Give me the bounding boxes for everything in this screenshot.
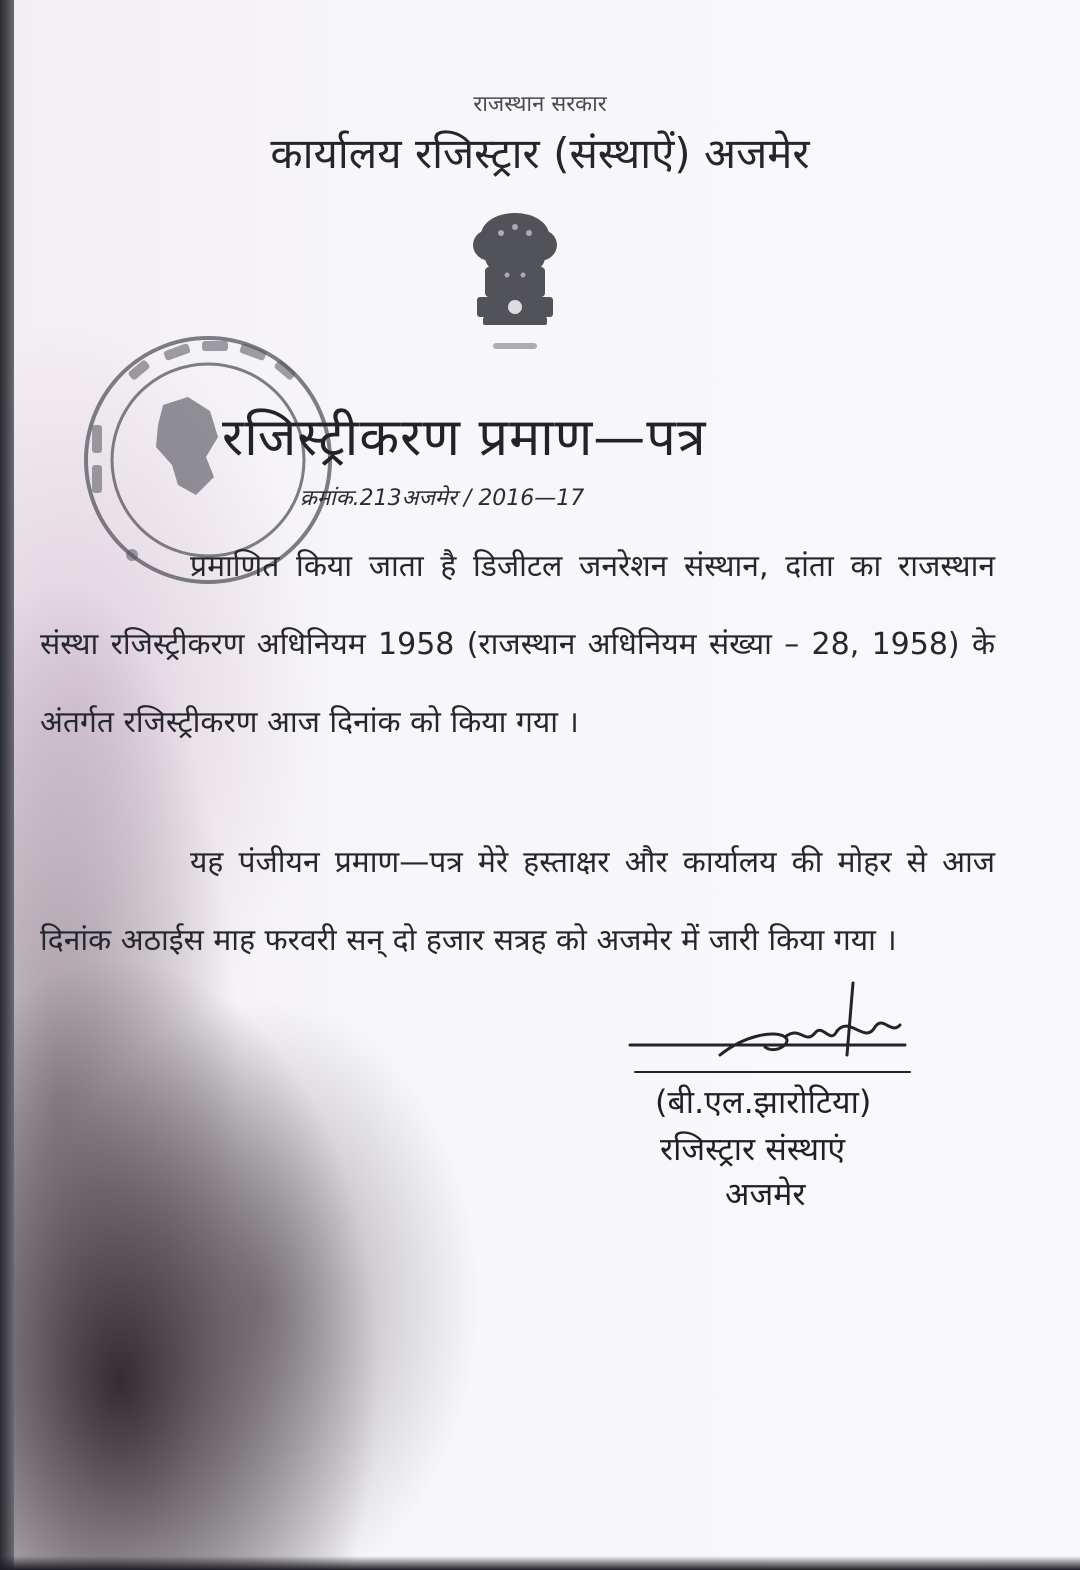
scan-left-edge bbox=[0, 0, 14, 1570]
certificate-paragraph-1: प्रमाणित किया जाता है डिजीटल जनरेशन संस्थान, दांता का राजस्थान संस्था रजिस्ट्रीकरण अधिनियम 1958 (राजस्थान अधिनियम संख्या – 28, 1958) के अंतर्गत रजिस्ट्रीकरण आज दिनांक को किया गया । bbox=[40, 549, 995, 740]
government-heading: राजस्थान सरकार bbox=[473, 92, 607, 117]
signatory-name: (बी.एल.झारोटिया) bbox=[655, 1083, 872, 1121]
office-heading: कार्यालय रजिस्ट्रार (संस्थाऐं) अजमेर bbox=[270, 129, 810, 178]
scan-bottom-edge bbox=[0, 1556, 1080, 1570]
signatory-designation: रजिस्ट्रार संस्थाएं bbox=[660, 1130, 846, 1168]
signatory-place: अजमेर bbox=[725, 1175, 806, 1213]
certificate-paragraph-2: यह पंजीयन प्रमाण—पत्र मेरे हस्ताक्षर और कार्यालय की मोहर से आज दिनांक अठाईस माह फरवरी सन् दो हजार सत्रह को अजमेर में जारी किया गया । bbox=[40, 845, 995, 958]
certificate-title: रजिस्ट्रीकरण प्रमाण—पत्र bbox=[222, 408, 707, 468]
handwritten-signature-icon bbox=[625, 975, 915, 1085]
national-emblem-icon bbox=[455, 205, 575, 370]
reference-number: क्रमांक.213अजमेर / 2016—17 bbox=[300, 486, 585, 511]
